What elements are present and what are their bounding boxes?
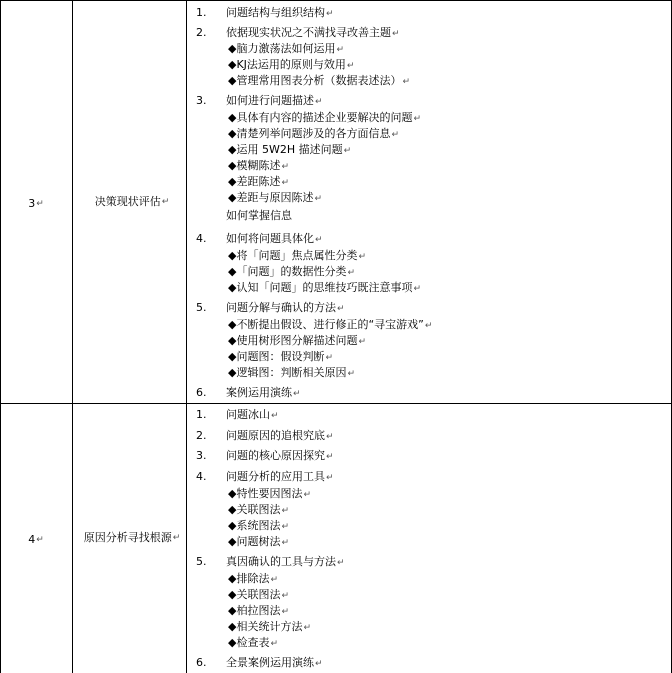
border-col1: [72, 0, 73, 673]
row-title: 决策现状评估 ↵: [94, 195, 170, 208]
row-number: 4 ↵: [28, 533, 44, 546]
border-left: [0, 0, 1, 673]
border-col2: [186, 0, 187, 673]
row-title: 原因分析寻找根源 ↵: [83, 531, 181, 544]
row-divider: [0, 403, 672, 404]
course-table: 3 ↵ 决策现状评估 ↵ 1. 问题结构与组织结构↵ 2. 依据现实状况之不满找寻改善主题↵ ◆脑力激荡法如何运用↵ ◆KJ法运用的原则与效用↵ ◆管理常用图表分析（数据表述法）↵ 3. 如何进行问题描述↵ ◆具体有内容的描述企业要解决的问题↵ ◆清楚列举问题涉及的各方面信息↵ ◆运用 5W2H 描述问题↵ ◆模糊陈述↵ ◆差距陈述↵ ◆差距与原因陈述↵ 如何掌握信息 4. 如何将问题具体化↵ ◆将「问题」焦点属性分类↵ ◆「问题」的数据性分类↵ ◆认知「问题」的思维技巧既注意事项↵ 5. 问题分解与确认的方法↵ ◆不断提出假设、进行修正的“寻宝游戏”↵ ◆使用树形图分解描述问题↵ ◆问题图：假设判断↵ ◆逻辑图：判断相关原因↵ 6. 案例运用演练↵ 4 ↵ 原因分析寻找根源 ↵ 1. 问题冰山↵ 2. 问题原因的追根究底↵ 3. 问题的核心原因探究↵ 4. 问题分析的应用工具↵ ◆特性要因图法↵ ◆关联图法↵ ◆系统图法↵ ◆问题树法↵ 5. 真因确认的工具与方法↵ ◆排除法↵ ◆关联图法↵ ◆柏拉图法↵ ◆相关统计方法↵ ◆检查表↵ 6. 全景案例运用演练↵: [0, 0, 672, 673]
row-number: 3 ↵: [28, 197, 44, 210]
border-top: [0, 0, 672, 1]
